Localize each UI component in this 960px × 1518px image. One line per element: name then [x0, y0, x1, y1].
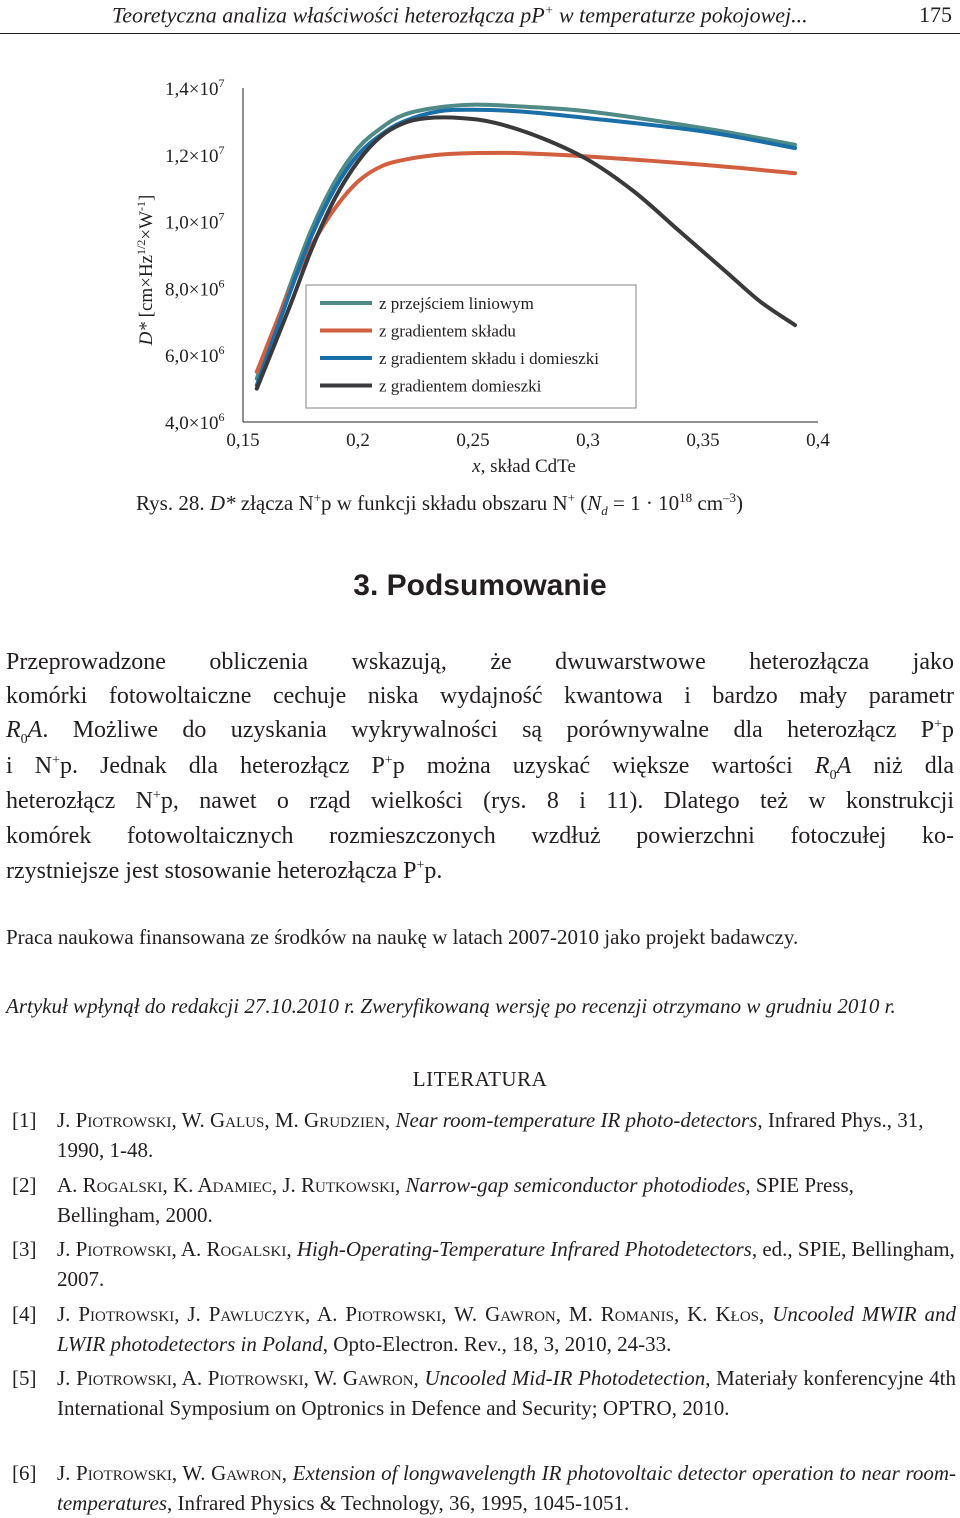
x-tick-label: 0,4 [806, 430, 830, 451]
x-tick-labels [226, 430, 830, 451]
running-header-title: Teoretyczna analiza właściwości heterozłącza pP+ w temperaturze pokojowej... [112, 2, 808, 28]
reference-text: J. Piotrowski, A. Rogalski, High-Operating-Temperature Infrared Photodetectors, ed., SPIE, Bellingham, 2007. [57, 1237, 955, 1291]
chart-legend [306, 285, 636, 408]
reference-number: [1] [12, 1108, 37, 1132]
paragraph-line: rzystniejsze jest stosowanie heterozłącza P+p. [6, 858, 443, 884]
svg-text:D* [cm×Hz1/2×W-1]: D* $[cm\times Hz^{1/2}\times W^{-1}]$ [134, 194, 157, 346]
paragraph-line: $R_0A$. Możliwe do uzyskania wykrywalności są porównywalne dla heterozłącz P+p [6, 717, 954, 747]
reference-number: [5] [12, 1366, 37, 1390]
y-tick-label: $6,0\times 10^6$ [165, 343, 225, 368]
page-number: 175 [919, 2, 952, 27]
figure-caption: Rys. 28. D* złącza N+p w funkcji składu obszaru N+ ($N_d = 1 \cdot 10^{18}$ $cm^{-3}$) [136, 490, 744, 519]
y-tick-label: $1,0\times 10^7$ [165, 209, 225, 234]
detectivity-chart [0, 60, 960, 480]
y-tick-label: $1,4\times 10^7$ [165, 76, 225, 100]
funding-note: Praca naukowa finansowana ze środków na naukę w latach 2007-2010 jako projekt badawczy. [6, 925, 799, 949]
running-header [0, 0, 960, 34]
y-axis-label-dstar: D* [136, 322, 157, 346]
y-tick-label: $4,0\times 10^6$ [165, 410, 225, 434]
reference-text: J. Piotrowski, A. Piotrowski, W. Gawron, Uncooled Mid-IR Photodetection, Materiały konferencyjne 4th International Symposium on Optronics in Defence and Security; OPTRO, 2010. [57, 1366, 957, 1420]
x-tick-label: 0,2 [346, 430, 370, 451]
legend-label: z gradientem składu [379, 321, 516, 341]
received-note: Artykuł wpłynął do redakcji 27.10.2010 r. Zweryfikowaną wersję po recenzji otrzymano w grudniu 2010 r. [6, 994, 896, 1018]
y-tick-label: $8,0\times 10^6$ [165, 276, 225, 301]
x-tick-label: 0,3 [576, 430, 600, 451]
legend-label: z przejściem liniowym [379, 294, 534, 313]
paragraph-line: heterozłącz N+p, nawet o rząd wielkości (rys. 8 i 11). Dlatego też w konstrukcji [6, 788, 954, 814]
x-tick-label: 0,25 [456, 430, 490, 451]
legend-label: z gradientem składu i domieszki [379, 349, 599, 368]
x-tick-label: 0,15 [226, 430, 260, 451]
paragraph-line: Przeprowadzone obliczenia wskazują, że dwuwarstwowe heterozłącza jako [6, 649, 954, 675]
paragraph-line: komórek fotowoltaicznych rozmieszczonych wzdłuż powierzchni fotoczułej ko- [6, 823, 954, 849]
reference-text: J. Piotrowski, J. Pawluczyk, A. Piotrowski, W. Gawron, M. Romanis, K. Kłos, Uncooled MWIR and LWIR photodetectors in Poland, Opto-Electron. Rev., 18, 3, 2010, 24-33. [57, 1302, 957, 1356]
reference-number: [6] [12, 1461, 37, 1485]
x-tick-label: 0,35 [686, 430, 720, 451]
times-sign-1: × [136, 277, 157, 288]
paragraph-line: i N+p. Jednak dla heterozłącz P+p można uzyskać większe wartości $R_0A$ niż dla [6, 753, 955, 783]
y-tick-labels [165, 76, 224, 434]
reference-text: J. Piotrowski, W. Gawron, Extension of longwavelength IR photovoltaic detector operation to near room-temperatures, Infrared Physics & Technology, 36, 1995, 1045-1051. [57, 1461, 956, 1515]
reference-text: J. Piotrowski, W. Galus, M. Grudzien, Near room-temperature IR photo-detectors, Infrared Phys., 31, 1990, 1-48. [57, 1108, 924, 1162]
times-sign-2: × [136, 228, 157, 240]
header-rule [0, 33, 960, 34]
section-title: 3. Podsumowanie [353, 569, 607, 602]
paragraph-line: komórki fotowoltaiczne cechuje niska wydajność kwantowa i bardzo mały parametr [6, 683, 954, 709]
literature-heading: LITERATURA [412, 1067, 548, 1091]
legend-label: z gradientem domieszki [379, 376, 542, 396]
reference-number: [4] [12, 1302, 37, 1326]
reference-number: [2] [12, 1173, 37, 1197]
x-axis-label: x, skład CdTe [472, 456, 576, 477]
y-tick-label: $1,2\times 10^7$ [165, 142, 225, 167]
y-axis-label [134, 195, 157, 347]
reference-number: [3] [12, 1237, 37, 1261]
reference-text: A. Rogalski, K. Adamiec, J. Rutkowski, Narrow-gap semiconductor photodiodes, SPIE Press, Bellingham, 2000. [57, 1173, 854, 1227]
